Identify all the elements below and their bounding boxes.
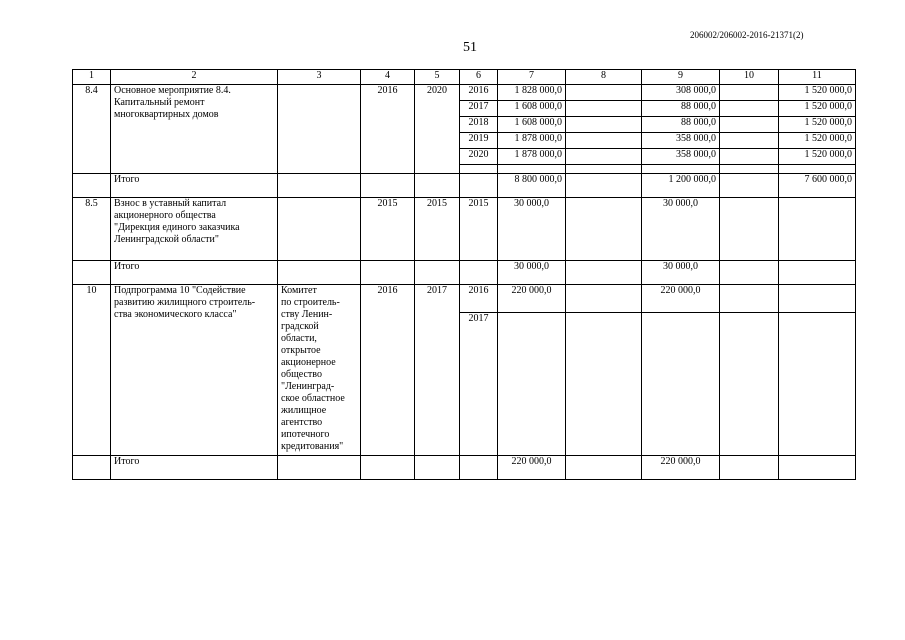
empty-cell [460, 261, 498, 285]
amount-cell [779, 285, 856, 313]
empty-cell [415, 456, 460, 480]
amount-regional: 220 000,0 [642, 285, 720, 313]
column-header: 8 [566, 70, 642, 85]
table-row [73, 85, 856, 101]
empty-cell [779, 456, 856, 480]
empty-cell [498, 165, 566, 174]
amount-cell [720, 117, 779, 133]
total-label: Итого [111, 174, 278, 198]
empty-cell [566, 174, 642, 198]
empty-cell [779, 165, 856, 174]
total-label: Итого [111, 261, 278, 285]
total-amount: 8 800 000,0 [498, 174, 566, 198]
amount-total: 1 828 000,0 [498, 85, 566, 101]
amount-cell [720, 85, 779, 101]
amount-cell [566, 133, 642, 149]
executor-cell [278, 198, 361, 261]
empty-cell [642, 165, 720, 174]
amount-cell [720, 149, 779, 165]
amount-cell [720, 198, 779, 261]
section-number: 8.5 [73, 198, 111, 261]
empty-cell [566, 456, 642, 480]
year-cell: 2018 [460, 117, 498, 133]
total-row [73, 174, 856, 198]
total-regional: 1 200 000,0 [642, 174, 720, 198]
amount-cell [566, 117, 642, 133]
amount-total: 30 000,0 [498, 198, 566, 261]
empty-cell [278, 456, 361, 480]
column-header: 6 [460, 70, 498, 85]
amount-cell [642, 313, 720, 456]
executor-cell: Комитет по строитель- ству Ленин- градской области, открытое акционерное общество "Ленинград- ское областное жилищное агентство ипотечного кредитования" [278, 285, 361, 456]
column-header: 7 [498, 70, 566, 85]
total-amount: 30 000,0 [498, 261, 566, 285]
empty-cell [460, 165, 498, 174]
empty-cell [415, 261, 460, 285]
column-header: 4 [361, 70, 415, 85]
empty-cell [73, 261, 111, 285]
column-header: 10 [720, 70, 779, 85]
amount-total: 1 608 000,0 [498, 117, 566, 133]
amount-cell [720, 133, 779, 149]
total-label: Итого [111, 456, 278, 480]
empty-cell [720, 165, 779, 174]
table-row [73, 198, 856, 261]
empty-cell [73, 456, 111, 480]
program-table [72, 69, 856, 480]
amount-regional: 88 000,0 [642, 101, 720, 117]
amount-total: 220 000,0 [498, 285, 566, 313]
empty-cell [720, 174, 779, 198]
amount-other: 1 520 000,0 [779, 149, 856, 165]
amount-regional: 358 000,0 [642, 133, 720, 149]
year-cell: 2017 [460, 313, 498, 456]
column-header: 3 [278, 70, 361, 85]
empty-cell [73, 174, 111, 198]
end-year: 2017 [415, 285, 460, 456]
amount-other: 1 520 000,0 [779, 133, 856, 149]
amount-cell [566, 313, 642, 456]
amount-cell [566, 85, 642, 101]
start-year: 2016 [361, 285, 415, 456]
column-header: 5 [415, 70, 460, 85]
empty-cell [361, 174, 415, 198]
year-cell: 2016 [460, 285, 498, 313]
amount-cell [720, 313, 779, 456]
page-number: 51 [463, 40, 477, 55]
empty-cell [278, 261, 361, 285]
section-number: 8.4 [73, 85, 111, 174]
amount-other: 1 520 000,0 [779, 85, 856, 101]
amount-total: 1 608 000,0 [498, 101, 566, 117]
end-year: 2020 [415, 85, 460, 174]
empty-cell [779, 261, 856, 285]
empty-cell [361, 261, 415, 285]
column-header: 11 [779, 70, 856, 85]
section-number: 10 [73, 285, 111, 456]
empty-cell [361, 456, 415, 480]
amount-total: 1 878 000,0 [498, 149, 566, 165]
empty-cell [566, 165, 642, 174]
amount-cell [720, 101, 779, 117]
executor-cell [278, 85, 361, 174]
amount-cell [566, 285, 642, 313]
empty-cell [720, 456, 779, 480]
table-row [73, 285, 856, 313]
amount-cell [779, 313, 856, 456]
amount-cell [566, 198, 642, 261]
year-cell: 2016 [460, 85, 498, 101]
year-cell: 2017 [460, 101, 498, 117]
total-other: 7 600 000,0 [779, 174, 856, 198]
total-row [73, 456, 856, 480]
empty-cell [566, 261, 642, 285]
year-cell: 2015 [460, 198, 498, 261]
amount-other: 1 520 000,0 [779, 101, 856, 117]
amount-regional: 30 000,0 [642, 198, 720, 261]
year-cell: 2019 [460, 133, 498, 149]
amount-cell [720, 285, 779, 313]
empty-cell [460, 174, 498, 198]
total-regional: 220 000,0 [642, 456, 720, 480]
total-regional: 30 000,0 [642, 261, 720, 285]
amount-total: 1 878 000,0 [498, 133, 566, 149]
amount-other: 1 520 000,0 [779, 117, 856, 133]
empty-cell [415, 174, 460, 198]
amount-regional: 308 000,0 [642, 85, 720, 101]
empty-cell [720, 261, 779, 285]
total-amount: 220 000,0 [498, 456, 566, 480]
column-header: 2 [111, 70, 278, 85]
year-cell: 2020 [460, 149, 498, 165]
total-row [73, 261, 856, 285]
end-year: 2015 [415, 198, 460, 261]
section-name: Основное мероприятие 8.4. Капитальный ремонт многоквартирных домов [111, 85, 278, 174]
amount-cell [566, 101, 642, 117]
amount-cell [779, 198, 856, 261]
start-year: 2016 [361, 85, 415, 174]
column-header: 9 [642, 70, 720, 85]
empty-cell [278, 174, 361, 198]
amount-regional: 358 000,0 [642, 149, 720, 165]
document-id: 206002/206002-2016-21371(2) [690, 30, 804, 40]
empty-cell [460, 456, 498, 480]
section-name: Подпрограмма 10 "Содействие развитию жилищного строитель- ства экономического класса" [111, 285, 278, 456]
amount-cell [566, 149, 642, 165]
amount-regional: 88 000,0 [642, 117, 720, 133]
column-header: 1 [73, 70, 111, 85]
header-row [73, 70, 856, 85]
start-year: 2015 [361, 198, 415, 261]
section-name: Взнос в уставный капитал акционерного общества "Дирекция единого заказчика Ленинградской области" [111, 198, 278, 261]
amount-cell [498, 313, 566, 456]
